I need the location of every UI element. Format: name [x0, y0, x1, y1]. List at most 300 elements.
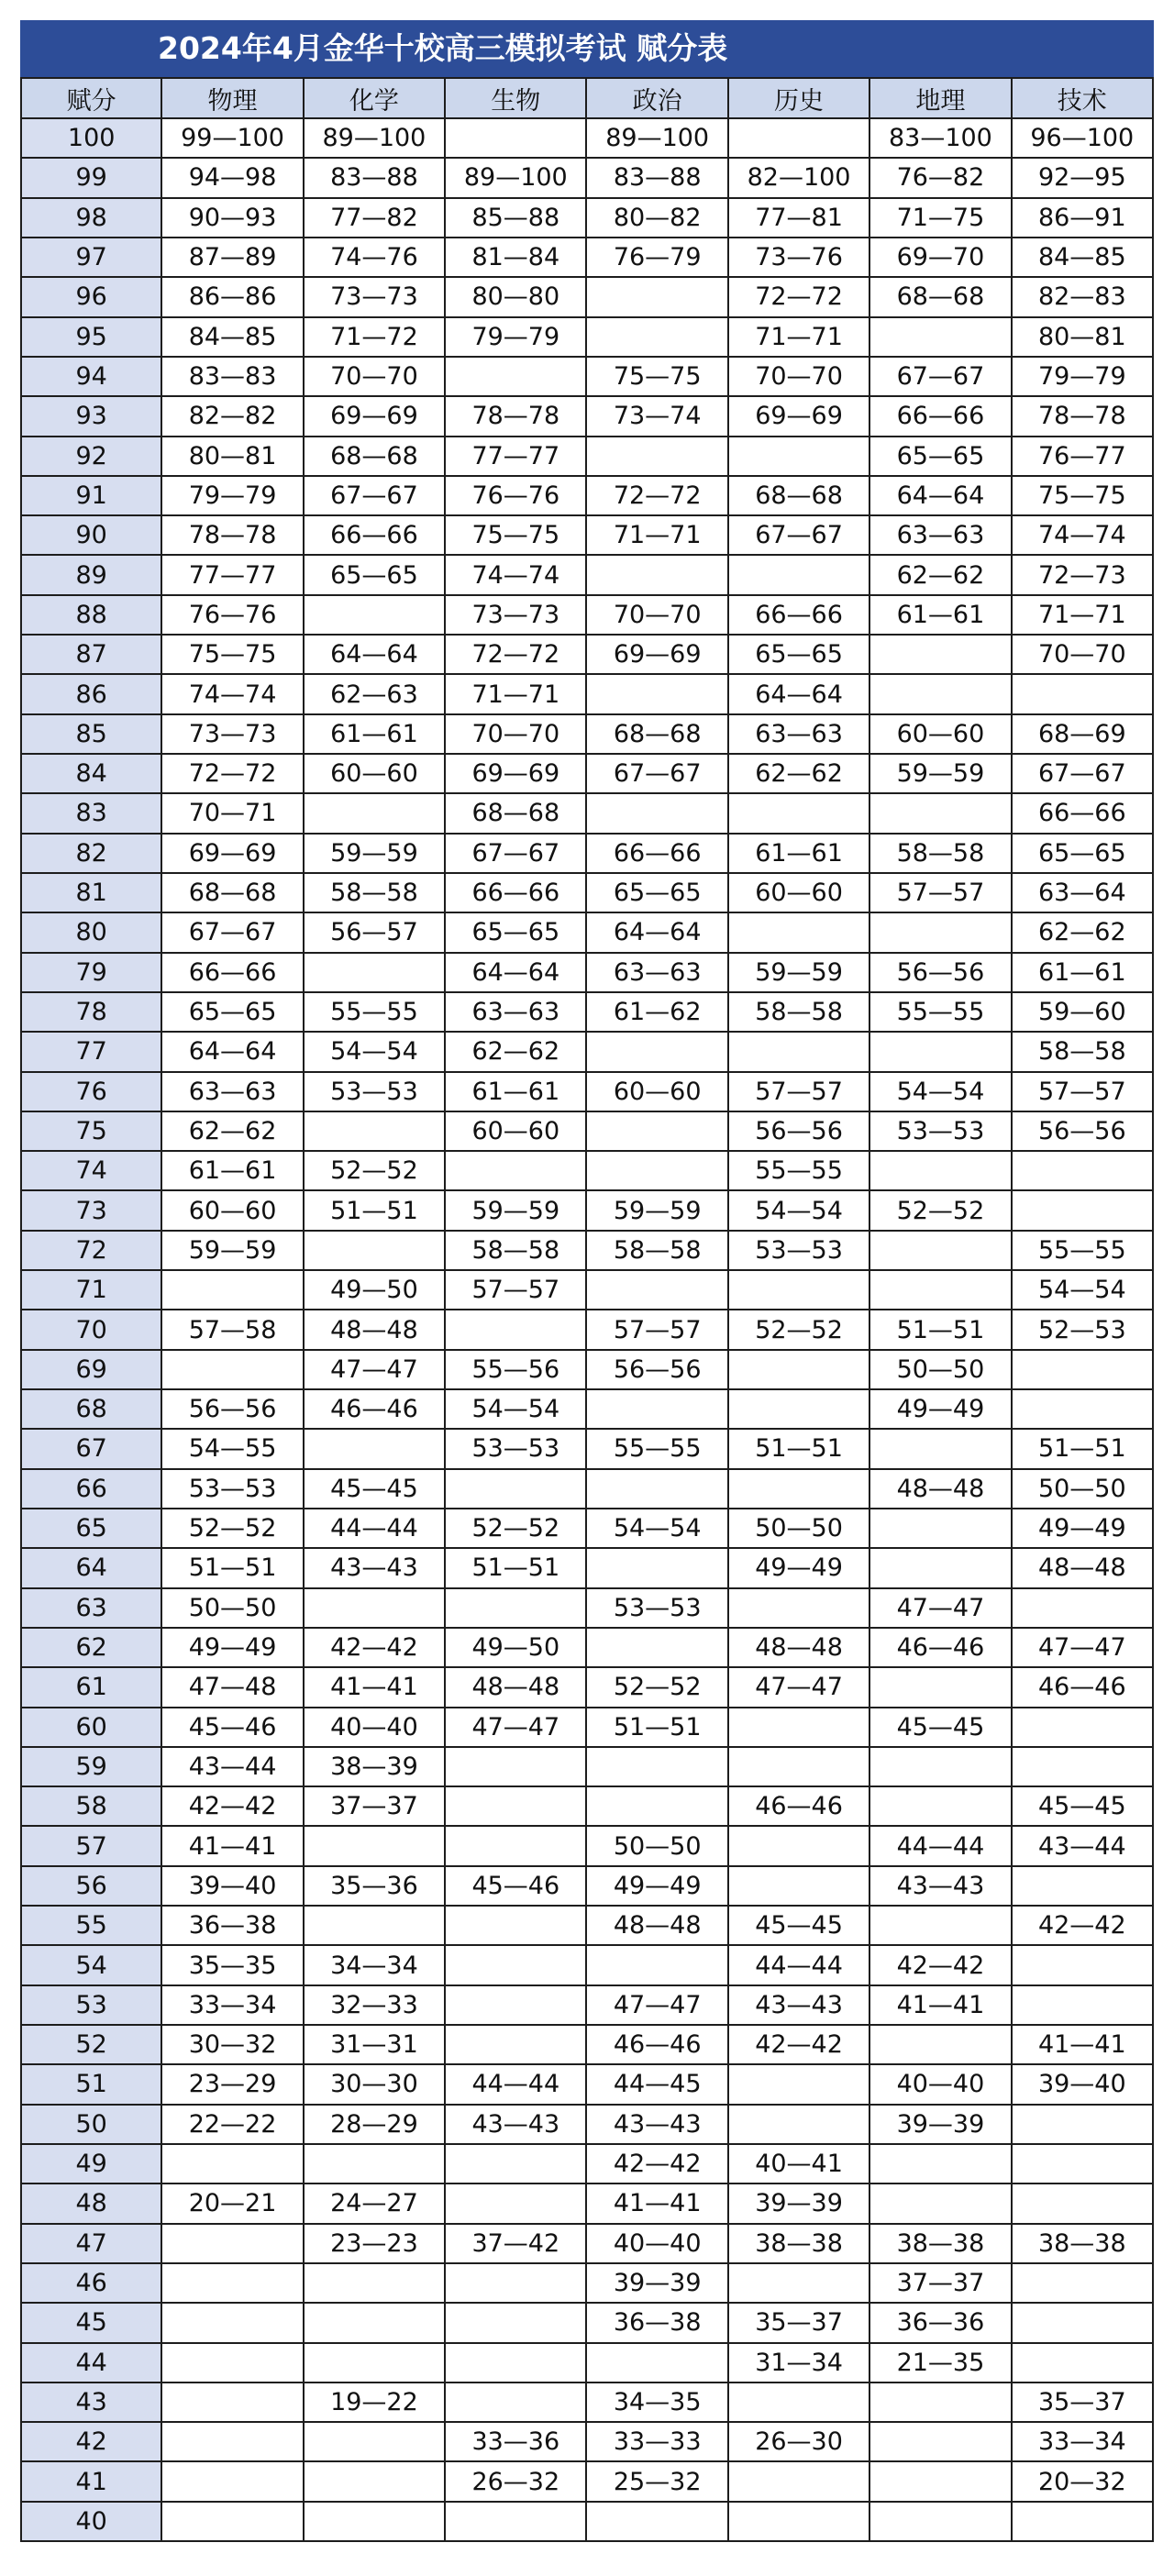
raw-score-range-cell: 52—52 — [304, 1151, 445, 1190]
raw-score-range-cell: 56—56 — [586, 1350, 727, 1389]
raw-score-range-cell — [161, 2502, 303, 2541]
raw-score-range-cell — [728, 1270, 869, 1310]
raw-score-range-cell: 20—21 — [161, 2184, 303, 2223]
raw-score-range-cell — [1012, 2263, 1153, 2303]
raw-score-range-cell: 43—43 — [869, 1866, 1011, 1906]
raw-score-range-cell: 39—39 — [728, 2184, 869, 2223]
raw-score-range-cell: 35—36 — [304, 1866, 445, 1906]
assigned-score-cell: 79 — [21, 953, 161, 992]
table-row — [21, 834, 1153, 873]
table-row — [21, 1509, 1153, 1548]
raw-score-range-cell: 50—50 — [161, 1588, 303, 1628]
assigned-score-cell: 45 — [21, 2303, 161, 2342]
raw-score-range-cell — [161, 2263, 303, 2303]
raw-score-range-cell: 74—74 — [445, 555, 586, 594]
raw-score-range-cell: 42—42 — [304, 1628, 445, 1667]
raw-score-range-cell: 49—50 — [304, 1270, 445, 1310]
raw-score-range-cell: 72—72 — [728, 277, 869, 316]
raw-score-range-cell: 40—40 — [304, 1708, 445, 1747]
raw-score-range-cell: 69—69 — [728, 396, 869, 436]
raw-score-range-cell: 48—48 — [869, 1469, 1011, 1509]
raw-score-range-cell: 67—67 — [304, 476, 445, 515]
raw-score-range-cell: 51—51 — [304, 1190, 445, 1230]
raw-score-range-cell: 37—37 — [869, 2263, 1011, 2303]
raw-score-range-cell: 34—35 — [586, 2383, 727, 2422]
assigned-score-cell: 100 — [21, 118, 161, 158]
raw-score-range-cell: 50—50 — [728, 1509, 869, 1548]
raw-score-range-cell: 63—63 — [445, 992, 586, 1032]
raw-score-range-cell: 64—64 — [445, 953, 586, 992]
raw-score-range-cell — [161, 2224, 303, 2263]
assigned-score-cell: 61 — [21, 1667, 161, 1707]
raw-score-range-cell: 30—30 — [304, 2064, 445, 2104]
table-row — [21, 1469, 1153, 1509]
assigned-score-cell: 97 — [21, 238, 161, 277]
raw-score-range-cell: 75—75 — [586, 357, 727, 396]
raw-score-range-cell: 31—34 — [728, 2343, 869, 2383]
raw-score-range-cell: 49—49 — [1012, 1509, 1153, 1548]
table-body — [21, 118, 1153, 2541]
raw-score-range-cell: 62—63 — [304, 674, 445, 713]
raw-score-range-cell: 69—69 — [161, 834, 303, 873]
raw-score-range-cell: 71—71 — [728, 317, 869, 357]
raw-score-range-cell: 67—67 — [161, 912, 303, 952]
table-row — [21, 793, 1153, 833]
raw-score-range-cell — [445, 118, 586, 158]
raw-score-range-cell: 62—62 — [1012, 912, 1153, 952]
raw-score-range-cell: 96—100 — [1012, 118, 1153, 158]
raw-score-range-cell: 67—67 — [445, 834, 586, 873]
raw-score-range-cell — [304, 1231, 445, 1270]
assigned-score-cell: 48 — [21, 2184, 161, 2223]
raw-score-range-cell — [728, 1588, 869, 1628]
table-row — [21, 1826, 1153, 1865]
raw-score-range-cell — [304, 2303, 445, 2342]
raw-score-range-cell: 61—61 — [1012, 953, 1153, 992]
table-row — [21, 1945, 1153, 1985]
raw-score-range-cell: 31—31 — [304, 2025, 445, 2064]
raw-score-range-cell — [586, 317, 727, 357]
raw-score-range-cell: 55—55 — [869, 992, 1011, 1032]
assigned-score-cell: 74 — [21, 1151, 161, 1190]
raw-score-range-cell: 68—68 — [445, 793, 586, 833]
raw-score-range-cell: 33—34 — [161, 1985, 303, 2025]
raw-score-range-cell: 25—32 — [586, 2461, 727, 2501]
raw-score-range-cell — [586, 1628, 727, 1667]
raw-score-range-cell: 61—61 — [304, 714, 445, 754]
raw-score-range-cell: 54—54 — [586, 1509, 727, 1548]
raw-score-range-cell: 73—73 — [445, 595, 586, 635]
raw-score-range-cell — [304, 2144, 445, 2184]
raw-score-range-cell: 44—44 — [869, 1826, 1011, 1865]
raw-score-range-cell: 65—65 — [161, 992, 303, 1032]
raw-score-range-cell: 60—60 — [869, 714, 1011, 754]
raw-score-range-cell: 42—42 — [869, 1945, 1011, 1985]
raw-score-range-cell: 53—53 — [586, 1588, 727, 1628]
raw-score-range-cell — [869, 635, 1011, 674]
raw-score-range-cell: 57—57 — [445, 1270, 586, 1310]
raw-score-range-cell — [445, 2303, 586, 2342]
raw-score-range-cell: 43—43 — [445, 2105, 586, 2144]
raw-score-range-cell — [728, 555, 869, 594]
raw-score-range-cell: 45—46 — [445, 1866, 586, 1906]
raw-score-range-cell: 66—66 — [304, 515, 445, 555]
raw-score-range-cell — [869, 1032, 1011, 1071]
raw-score-range-cell — [586, 2502, 727, 2541]
raw-score-range-cell — [586, 1032, 727, 1071]
raw-score-range-cell: 73—76 — [728, 238, 869, 277]
raw-score-range-cell — [728, 1826, 869, 1865]
column-header: 技术 — [1012, 78, 1153, 118]
raw-score-range-cell — [586, 437, 727, 476]
raw-score-range-cell: 83—83 — [161, 357, 303, 396]
table-row — [21, 635, 1153, 674]
raw-score-range-cell: 59—59 — [304, 834, 445, 873]
raw-score-range-cell: 38—38 — [869, 2224, 1011, 2263]
raw-score-range-cell — [445, 1906, 586, 1945]
raw-score-range-cell: 55—56 — [445, 1350, 586, 1389]
raw-score-range-cell: 42—42 — [728, 2025, 869, 2064]
raw-score-range-cell: 71—71 — [445, 674, 586, 713]
raw-score-range-cell — [445, 2184, 586, 2223]
raw-score-range-cell — [1012, 2502, 1153, 2541]
raw-score-range-cell: 42—42 — [1012, 1906, 1153, 1945]
raw-score-range-cell — [586, 1747, 727, 1786]
raw-score-range-cell: 44—44 — [304, 1509, 445, 1548]
raw-score-range-cell — [869, 2184, 1011, 2223]
raw-score-range-cell — [869, 2502, 1011, 2541]
raw-score-range-cell: 63—63 — [728, 714, 869, 754]
raw-score-range-cell: 36—36 — [869, 2303, 1011, 2342]
raw-score-range-cell: 79—79 — [445, 317, 586, 357]
raw-score-range-cell — [728, 1469, 869, 1509]
raw-score-range-cell — [304, 1588, 445, 1628]
raw-score-range-cell: 75—75 — [445, 515, 586, 555]
raw-score-range-cell: 47—47 — [445, 1708, 586, 1747]
raw-score-range-cell: 70—70 — [1012, 635, 1153, 674]
table-row — [21, 515, 1153, 555]
raw-score-range-cell: 99—100 — [161, 118, 303, 158]
raw-score-range-cell: 38—38 — [1012, 2224, 1153, 2263]
raw-score-range-cell — [1012, 1389, 1153, 1429]
raw-score-range-cell — [728, 1389, 869, 1429]
raw-score-range-cell — [304, 953, 445, 992]
table-row — [21, 1032, 1153, 1071]
raw-score-range-cell — [869, 1747, 1011, 1786]
assigned-score-cell: 50 — [21, 2105, 161, 2144]
table-row — [21, 158, 1153, 197]
raw-score-range-cell — [869, 2461, 1011, 2501]
raw-score-range-cell: 90—93 — [161, 198, 303, 238]
raw-score-range-cell: 60—60 — [728, 873, 869, 912]
raw-score-range-cell: 69—69 — [445, 754, 586, 793]
raw-score-range-cell — [304, 793, 445, 833]
raw-score-range-cell: 45—46 — [161, 1708, 303, 1747]
raw-score-range-cell — [445, 2383, 586, 2422]
raw-score-range-cell: 60—60 — [304, 754, 445, 793]
raw-score-range-cell: 70—70 — [445, 714, 586, 754]
raw-score-range-cell: 79—79 — [161, 476, 303, 515]
raw-score-range-cell: 39—39 — [869, 2105, 1011, 2144]
raw-score-range-cell — [869, 2144, 1011, 2184]
raw-score-range-cell: 42—42 — [161, 1786, 303, 1826]
table-row — [21, 2422, 1153, 2461]
raw-score-range-cell: 41—41 — [1012, 2025, 1153, 2064]
raw-score-range-cell: 67—67 — [586, 754, 727, 793]
raw-score-range-cell — [1012, 2105, 1153, 2144]
raw-score-range-cell: 77—82 — [304, 198, 445, 238]
raw-score-range-cell: 92—95 — [1012, 158, 1153, 197]
raw-score-range-cell — [1012, 2144, 1153, 2184]
raw-score-range-cell: 65—65 — [869, 437, 1011, 476]
raw-score-range-cell: 68—68 — [586, 714, 727, 754]
raw-score-range-cell: 66—66 — [1012, 793, 1153, 833]
raw-score-range-cell: 57—57 — [869, 873, 1011, 912]
raw-score-range-cell: 60—60 — [445, 1111, 586, 1151]
table-row — [21, 396, 1153, 436]
assigned-score-cell: 72 — [21, 1231, 161, 1270]
table-row — [21, 2383, 1153, 2422]
assigned-score-cell: 56 — [21, 1866, 161, 1906]
raw-score-range-cell: 61—61 — [161, 1151, 303, 1190]
raw-score-range-cell: 36—38 — [161, 1906, 303, 1945]
raw-score-range-cell — [304, 595, 445, 635]
raw-score-range-cell — [1012, 674, 1153, 713]
table-row — [21, 1548, 1153, 1587]
assigned-score-cell: 53 — [21, 1985, 161, 2025]
raw-score-range-cell: 83—88 — [304, 158, 445, 197]
raw-score-range-cell: 58—58 — [445, 1231, 586, 1270]
assigned-score-cell: 44 — [21, 2343, 161, 2383]
raw-score-range-cell — [304, 2343, 445, 2383]
raw-score-range-cell: 78—78 — [445, 396, 586, 436]
raw-score-range-cell: 67—67 — [869, 357, 1011, 396]
raw-score-range-cell — [1012, 1945, 1153, 1985]
assigned-score-cell: 73 — [21, 1190, 161, 1230]
raw-score-range-cell: 56—56 — [728, 1111, 869, 1151]
assigned-score-cell: 42 — [21, 2422, 161, 2461]
assigned-score-cell: 52 — [21, 2025, 161, 2064]
raw-score-range-cell: 49—50 — [445, 1628, 586, 1667]
raw-score-range-cell: 54—54 — [304, 1032, 445, 1071]
table-row — [21, 1190, 1153, 1230]
table-row — [21, 674, 1153, 713]
raw-score-range-cell: 58—58 — [586, 1231, 727, 1270]
raw-score-range-cell — [869, 1667, 1011, 1707]
raw-score-range-cell — [161, 2144, 303, 2184]
raw-score-range-cell: 65—65 — [586, 873, 727, 912]
raw-score-range-cell: 52—52 — [161, 1509, 303, 1548]
raw-score-range-cell: 55—55 — [586, 1429, 727, 1468]
raw-score-range-cell: 50—50 — [586, 1826, 727, 1865]
raw-score-range-cell — [445, 2263, 586, 2303]
raw-score-range-cell: 68—68 — [869, 277, 1011, 316]
raw-score-range-cell: 69—69 — [304, 396, 445, 436]
raw-score-range-cell — [869, 2422, 1011, 2461]
raw-score-range-cell: 55—55 — [1012, 1231, 1153, 1270]
raw-score-range-cell: 53—53 — [161, 1469, 303, 1509]
raw-score-range-cell: 52—53 — [1012, 1310, 1153, 1349]
table-row — [21, 1111, 1153, 1151]
raw-score-range-cell: 43—43 — [304, 1548, 445, 1587]
raw-score-range-cell: 76—76 — [445, 476, 586, 515]
raw-score-range-cell: 65—65 — [728, 635, 869, 674]
raw-score-range-cell: 43—43 — [586, 2105, 727, 2144]
raw-score-range-cell — [586, 1548, 727, 1587]
raw-score-range-cell — [728, 437, 869, 476]
table-row — [21, 2224, 1153, 2263]
raw-score-range-cell: 77—81 — [728, 198, 869, 238]
assigned-score-cell: 85 — [21, 714, 161, 754]
raw-score-range-cell: 72—72 — [161, 754, 303, 793]
raw-score-range-cell — [586, 674, 727, 713]
raw-score-range-cell: 86—86 — [161, 277, 303, 316]
raw-score-range-cell: 63—63 — [586, 953, 727, 992]
raw-score-range-cell — [1012, 1588, 1153, 1628]
table-row — [21, 1389, 1153, 1429]
raw-score-range-cell: 80—80 — [445, 277, 586, 316]
table-row — [21, 277, 1153, 316]
table-row — [21, 317, 1153, 357]
score-table-sheet — [20, 20, 1154, 2542]
assigned-score-cell: 68 — [21, 1389, 161, 1429]
raw-score-range-cell: 49—49 — [869, 1389, 1011, 1429]
assigned-score-cell: 88 — [21, 595, 161, 635]
table-row — [21, 2263, 1153, 2303]
raw-score-range-cell: 41—41 — [586, 2184, 727, 2223]
raw-score-range-cell: 53—53 — [728, 1231, 869, 1270]
raw-score-range-cell: 74—76 — [304, 238, 445, 277]
raw-score-range-cell — [869, 1270, 1011, 1310]
raw-score-range-cell: 39—40 — [161, 1866, 303, 1906]
assigned-score-cell: 65 — [21, 1509, 161, 1548]
assigned-score-cell: 75 — [21, 1111, 161, 1151]
raw-score-range-cell: 86—91 — [1012, 198, 1153, 238]
raw-score-range-cell: 70—71 — [161, 793, 303, 833]
raw-score-range-cell — [586, 1469, 727, 1509]
raw-score-range-cell: 53—53 — [304, 1072, 445, 1111]
raw-score-range-cell: 76—77 — [1012, 437, 1153, 476]
raw-score-range-cell: 57—57 — [586, 1310, 727, 1349]
raw-score-range-cell: 64—64 — [161, 1032, 303, 1071]
assigned-score-cell: 70 — [21, 1310, 161, 1349]
raw-score-range-cell — [161, 1350, 303, 1389]
raw-score-range-cell: 26—30 — [728, 2422, 869, 2461]
raw-score-range-cell — [869, 1151, 1011, 1190]
assigned-score-cell: 55 — [21, 1906, 161, 1945]
assigned-score-cell: 86 — [21, 674, 161, 713]
raw-score-range-cell — [445, 1151, 586, 1190]
raw-score-range-cell: 46—46 — [1012, 1667, 1153, 1707]
raw-score-range-cell: 51—51 — [728, 1429, 869, 1468]
raw-score-range-cell: 78—78 — [1012, 396, 1153, 436]
assigned-score-cell: 47 — [21, 2224, 161, 2263]
assigned-score-cell: 71 — [21, 1270, 161, 1310]
assigned-score-cell: 46 — [21, 2263, 161, 2303]
raw-score-range-cell: 62—62 — [445, 1032, 586, 1071]
table-row — [21, 2144, 1153, 2184]
raw-score-range-cell — [869, 1548, 1011, 1587]
raw-score-range-cell: 36—38 — [586, 2303, 727, 2342]
assigned-score-cell: 80 — [21, 912, 161, 952]
table-row — [21, 1866, 1153, 1906]
raw-score-range-cell: 52—52 — [728, 1310, 869, 1349]
raw-score-range-cell — [445, 1786, 586, 1826]
raw-score-range-cell — [445, 1469, 586, 1509]
raw-score-range-cell: 57—57 — [1012, 1072, 1153, 1111]
table-row — [21, 437, 1153, 476]
table-row — [21, 2303, 1153, 2342]
table-row — [21, 1270, 1153, 1310]
raw-score-range-cell — [586, 277, 727, 316]
table-row — [21, 912, 1153, 952]
raw-score-range-cell: 51—51 — [445, 1548, 586, 1587]
raw-score-range-cell: 56—56 — [1012, 1111, 1153, 1151]
assigned-score-cell: 63 — [21, 1588, 161, 1628]
raw-score-range-cell: 85—88 — [445, 198, 586, 238]
raw-score-range-cell — [161, 2383, 303, 2422]
assigned-score-cell: 99 — [21, 158, 161, 197]
assigned-score-cell: 89 — [21, 555, 161, 594]
raw-score-range-cell: 28—29 — [304, 2105, 445, 2144]
raw-score-range-cell: 65—65 — [445, 912, 586, 952]
raw-score-range-cell: 23—23 — [304, 2224, 445, 2263]
raw-score-range-cell: 63—64 — [1012, 873, 1153, 912]
raw-score-range-cell: 19—22 — [304, 2383, 445, 2422]
column-header: 政治 — [586, 78, 727, 118]
raw-score-range-cell — [1012, 1350, 1153, 1389]
raw-score-range-cell: 51—51 — [1012, 1429, 1153, 1468]
table-row — [21, 1906, 1153, 1945]
raw-score-range-cell: 57—57 — [728, 1072, 869, 1111]
raw-score-range-cell — [869, 1786, 1011, 1826]
raw-score-range-cell — [869, 793, 1011, 833]
raw-score-range-cell — [869, 1906, 1011, 1945]
raw-score-range-cell: 40—41 — [728, 2144, 869, 2184]
raw-score-range-cell: 71—75 — [869, 198, 1011, 238]
table-row — [21, 873, 1153, 912]
assigned-score-cell: 69 — [21, 1350, 161, 1389]
raw-score-range-cell: 66—66 — [445, 873, 586, 912]
table-row — [21, 555, 1153, 594]
raw-score-range-cell: 37—37 — [304, 1786, 445, 1826]
assigned-score-cell: 78 — [21, 992, 161, 1032]
table-row — [21, 357, 1153, 396]
raw-score-range-cell: 51—51 — [161, 1548, 303, 1587]
assigned-score-cell: 91 — [21, 476, 161, 515]
raw-score-range-cell — [728, 912, 869, 952]
assigned-score-cell: 57 — [21, 1826, 161, 1865]
assigned-score-cell: 41 — [21, 2461, 161, 2501]
raw-score-range-cell: 62—62 — [869, 555, 1011, 594]
raw-score-range-cell: 55—55 — [728, 1151, 869, 1190]
raw-score-range-cell: 56—57 — [304, 912, 445, 952]
raw-score-range-cell: 70—70 — [586, 595, 727, 635]
table-row — [21, 1628, 1153, 1667]
raw-score-range-cell: 54—54 — [1012, 1270, 1153, 1310]
raw-score-range-cell: 89—100 — [445, 158, 586, 197]
raw-score-range-cell: 32—33 — [304, 1985, 445, 2025]
table-row — [21, 1708, 1153, 1747]
raw-score-range-cell: 68—68 — [728, 476, 869, 515]
assigned-score-cell: 76 — [21, 1072, 161, 1111]
raw-score-range-cell: 49—49 — [586, 1866, 727, 1906]
table-row — [21, 1350, 1153, 1389]
raw-score-range-cell — [869, 2383, 1011, 2422]
raw-score-range-cell: 35—35 — [161, 1945, 303, 1985]
raw-score-range-cell: 71—71 — [1012, 595, 1153, 635]
raw-score-range-cell — [728, 1747, 869, 1786]
